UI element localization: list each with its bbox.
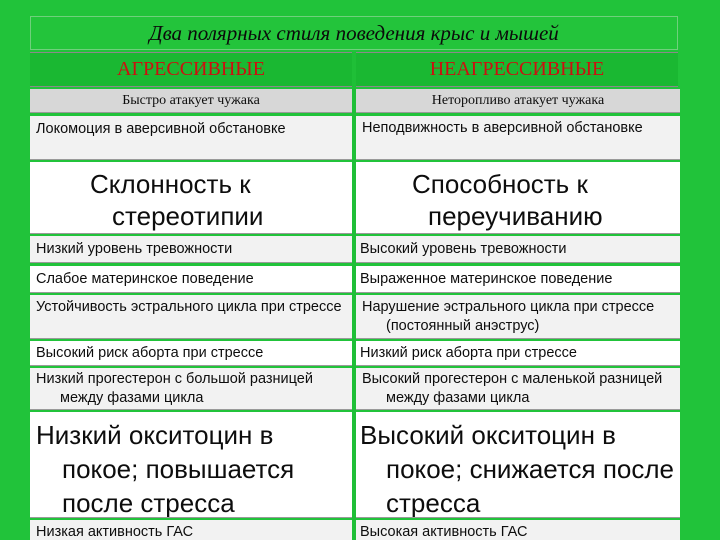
row-6-right: Нарушение эстрального цикла при стрессе (постоянный анэструс) <box>356 295 680 339</box>
row-3-right: Способность к переучиванию <box>356 162 680 234</box>
row-3-left: Склонность к стереотипии <box>30 162 352 234</box>
column-divider <box>352 52 356 540</box>
row-1-left: Быстро атакует чужака <box>30 89 352 113</box>
row-10-left: Низкая активность ГАС <box>30 520 352 540</box>
row-8-right: Высокий прогестерон с маленькой разницей между фазами цикла <box>356 368 680 410</box>
header-aggressive: АГРЕССИВНЫЕ <box>30 52 352 87</box>
row-7-left: Высокий риск аборта при стрессе <box>30 341 352 366</box>
row-5-left: Слабое материнское поведение <box>30 266 352 293</box>
row-5-right: Выраженное материнское поведение <box>356 266 680 293</box>
slide-title: Два полярных стиля поведения крыс и мышей <box>30 16 678 50</box>
row-8-left: Низкий прогестерон с большой разницей между фазами цикла <box>30 368 352 410</box>
row-9-right: Высокий окситоцин в покое; снижается после стресса <box>356 412 680 518</box>
row-6-left: Устойчивость эстрального цикла при стрессе <box>30 295 352 339</box>
row-7-right: Низкий риск аборта при стрессе <box>356 341 680 366</box>
row-4-right: Высокий уровень тревожности <box>356 236 680 263</box>
row-4-left: Низкий уровень тревожности <box>30 236 352 263</box>
row-2-left: Локомоция в аверсивной обстановке <box>30 116 352 160</box>
row-10-right: Высокая активность ГАС <box>356 520 680 540</box>
header-non-aggressive: НЕАГРЕССИВНЫЕ <box>356 52 678 87</box>
row-1-right: Неторопливо атакует чужака <box>356 89 680 113</box>
row-9-left: Низкий окситоцин в покое; повышается после стресса <box>30 412 352 518</box>
row-2-right: Неподвижность в аверсивной обстановке <box>356 116 680 160</box>
